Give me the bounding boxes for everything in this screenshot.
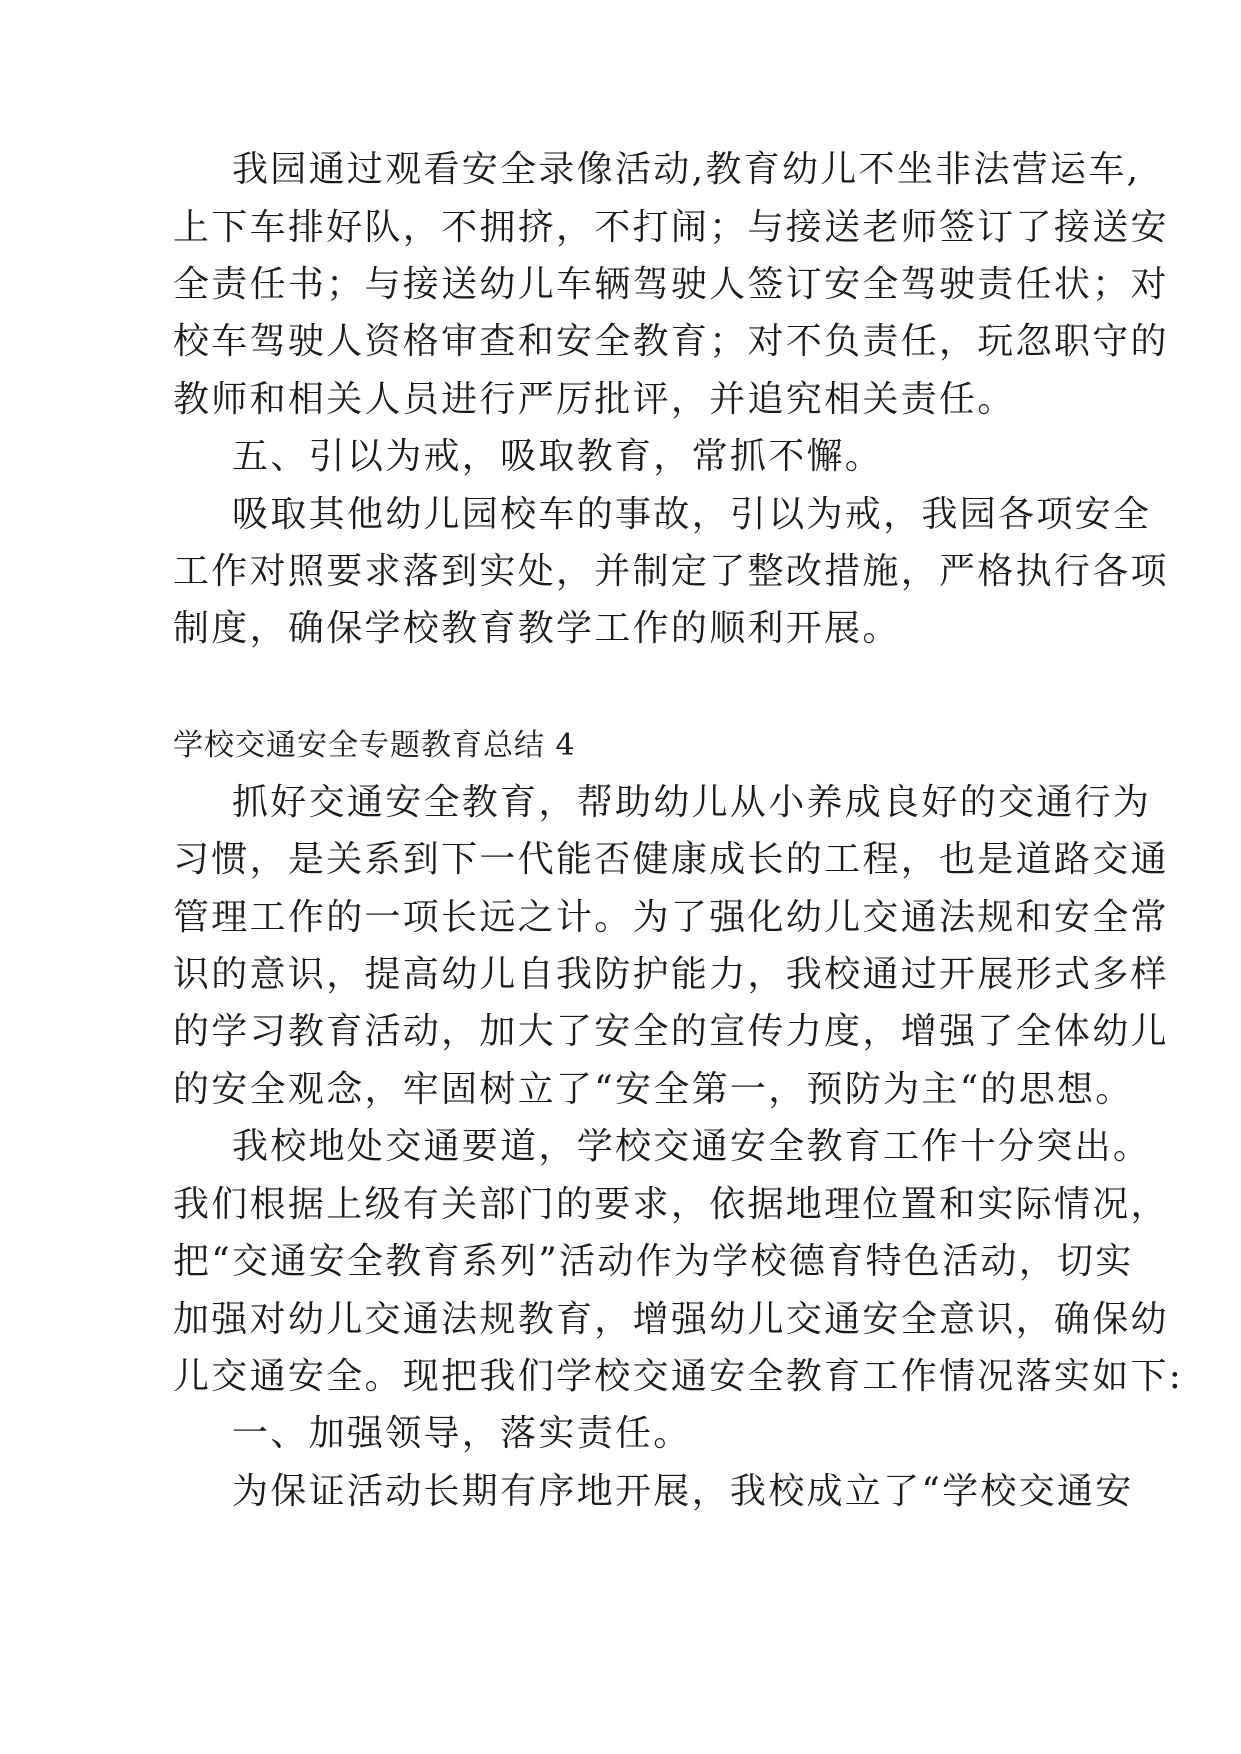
list-heading: 五、引以为戒，吸取教育，常抓不懈。 <box>232 436 884 477</box>
text-line: 校车驾驶人资格审查和安全教育；对不负责任，玩忽职守的 <box>173 321 1169 362</box>
text-line: 上下车排好队，不拥挤，不打闹；与接送老师签订了接送安 <box>173 207 1169 248</box>
text-line: 识的意识，提高幼儿自我防护能力，我校通过开展形式多样 <box>173 954 1169 995</box>
text-line: 把“交通安全教育系列”活动作为学校德育特色活动，切实 <box>173 1241 1134 1282</box>
text-line: 全责任书；与接送幼儿车辆驾驶人签订安全驾驶责任状；对 <box>173 264 1169 305</box>
text-line: 制度，确保学校教育教学工作的顺利开展。 <box>173 608 901 649</box>
text-line: 工作对照要求落到实处，并制定了整改措施，严格执行各项 <box>173 551 1169 592</box>
list-heading: 一、加强领导，落实责任。 <box>232 1413 692 1454</box>
text-line: 习惯，是关系到下一代能否健康成长的工程，也是道路交通 <box>173 839 1169 880</box>
text-line: 儿交通安全。现把我们学校交通安全教育工作情况落实如下: <box>173 1356 1184 1397</box>
text-line: 抓好交通安全教育，帮助幼儿从小养成良好的交通行为 <box>232 782 1152 823</box>
text-line: 的学习教育活动，加大了安全的宣传力度，增强了全体幼儿 <box>173 1011 1169 1052</box>
text-line: 加强对幼儿交通法规教育，增强幼儿交通安全意识，确保幼 <box>173 1299 1169 1340</box>
text-line: 我校地处交通要道，学校交通安全教育工作十分突出。 <box>232 1126 1152 1167</box>
text-line: 吸取其他幼儿园校车的事故，引以为戒，我园各项安全 <box>232 494 1152 535</box>
text-line: 我园通过观看安全录像活动,教育幼儿不坐非法营运车, <box>232 149 1141 190</box>
text-line: 教师和相关人员进行严厉批评，并追究相关责任。 <box>173 379 1016 420</box>
text-line: 我们根据上级有关部门的要求，依据地理位置和实际情况， <box>173 1184 1169 1225</box>
text-line: 的安全观念，牢固树立了“安全第一，预防为主“的思想。 <box>173 1069 1134 1110</box>
section-title: 学校交通安全专题教育总结 4 <box>173 728 576 763</box>
text-line: 管理工作的一项长远之计。为了强化幼儿交通法规和安全常 <box>173 897 1169 938</box>
text-line: 为保证活动长期有序地开展，我校成立了“学校交通安 <box>232 1471 1134 1512</box>
